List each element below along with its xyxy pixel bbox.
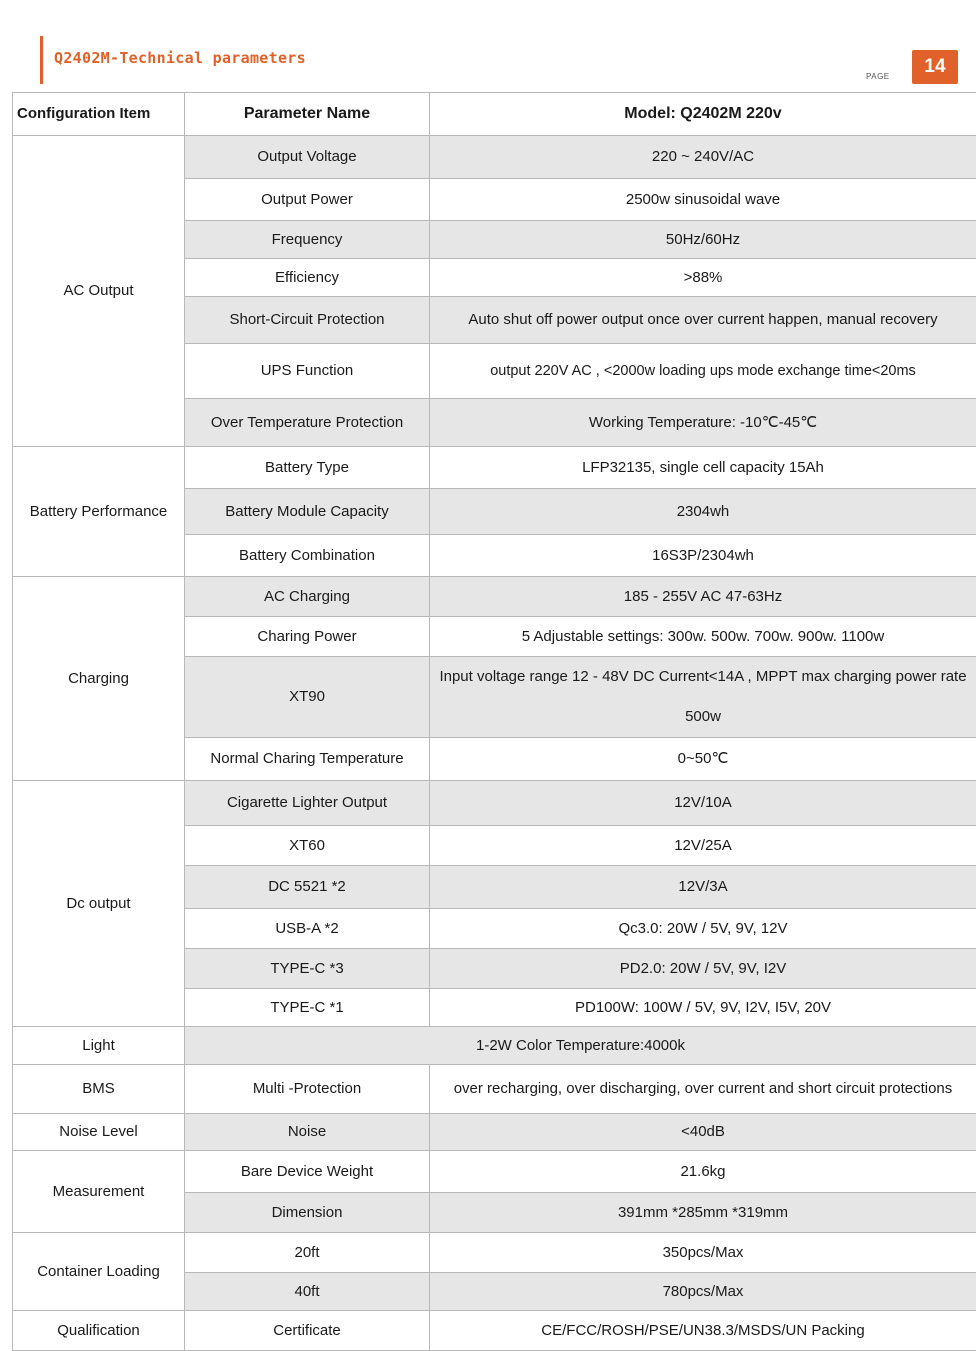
category-cell: Noise Level <box>13 1114 185 1151</box>
value-cell: PD100W: 100W / 5V, 9V, I2V, I5V, 20V <box>430 989 976 1027</box>
value-cell: 1-2W Color Temperature:4000k <box>185 1027 976 1065</box>
category-cell: BMS <box>13 1065 185 1114</box>
table-header-row <box>13 93 976 136</box>
value-cell: 0~50℃ <box>430 738 976 781</box>
title-accent-bar <box>40 36 43 84</box>
parameter-cell: XT60 <box>185 826 430 866</box>
parameter-cell: 40ft <box>185 1273 430 1311</box>
parameter-cell: UPS Function <box>185 344 430 399</box>
parameter-cell: DC 5521 *2 <box>185 866 430 909</box>
parameter-cell: Cigarette Lighter Output <box>185 781 430 826</box>
value-cell: 12V/3A <box>430 866 976 909</box>
parameter-cell: AC Charging <box>185 577 430 617</box>
parameter-cell: Charing Power <box>185 617 430 657</box>
value-cell: PD2.0: 20W / 5V, 9V, I2V <box>430 949 976 989</box>
parameter-cell: XT90 <box>185 657 430 738</box>
table-row <box>13 1027 976 1065</box>
value-cell: 2500w sinusoidal wave <box>430 179 976 221</box>
header-parameter-name: Parameter Name <box>185 93 430 136</box>
category-cell: Dc output <box>13 781 185 1027</box>
page-header <box>0 0 976 92</box>
value-cell: 12V/25A <box>430 826 976 866</box>
value-cell: 220 ~ 240V/AC <box>430 136 976 179</box>
category-cell: Qualification <box>13 1311 185 1351</box>
parameter-cell: Output Voltage <box>185 136 430 179</box>
parameter-cell: Certificate <box>185 1311 430 1351</box>
parameter-cell: Multi -Protection <box>185 1065 430 1114</box>
value-cell: >88% <box>430 259 976 297</box>
value-cell: 780pcs/Max <box>430 1273 976 1311</box>
value-cell: 50Hz/60Hz <box>430 221 976 259</box>
value-cell: Working Temperature: -10℃-45℃ <box>430 399 976 447</box>
parameter-cell: TYPE-C *1 <box>185 989 430 1027</box>
table-row <box>13 1151 976 1193</box>
parameter-cell: Noise <box>185 1114 430 1151</box>
value-cell: 391mm *285mm *319mm <box>430 1193 976 1233</box>
document-title: Q2402M-Technical parameters <box>54 49 306 67</box>
parameter-cell: Dimension <box>185 1193 430 1233</box>
value-cell: output 220V AC , <2000w loading ups mode exchange time<20ms <box>430 344 976 399</box>
parameter-cell: 20ft <box>185 1233 430 1273</box>
parameter-cell: TYPE-C *3 <box>185 949 430 989</box>
parameter-cell: Over Temperature Protection <box>185 399 430 447</box>
value-cell: Input voltage range 12 - 48V DC Current<14A , MPPT max charging power rate 500w <box>430 657 976 738</box>
parameter-cell: Battery Combination <box>185 535 430 577</box>
header-model: Model: Q2402M 220v <box>430 93 976 136</box>
value-cell: 21.6kg <box>430 1151 976 1193</box>
category-cell: Light <box>13 1027 185 1065</box>
table-row <box>13 136 976 179</box>
table-row <box>13 447 976 489</box>
value-cell: 2304wh <box>430 489 976 535</box>
page-label: PAGE <box>866 72 890 81</box>
table-row <box>13 1114 976 1151</box>
value-cell: 185 - 255V AC 47-63Hz <box>430 577 976 617</box>
parameter-cell: Output Power <box>185 179 430 221</box>
parameter-cell: Battery Module Capacity <box>185 489 430 535</box>
value-cell: Qc3.0: 20W / 5V, 9V, 12V <box>430 909 976 949</box>
category-cell: Measurement <box>13 1151 185 1233</box>
value-cell: 12V/10A <box>430 781 976 826</box>
parameter-cell: Normal Charing Temperature <box>185 738 430 781</box>
value-cell: 16S3P/2304wh <box>430 535 976 577</box>
table-row <box>13 1065 976 1114</box>
value-cell: 350pcs/Max <box>430 1233 976 1273</box>
parameter-cell: USB-A *2 <box>185 909 430 949</box>
value-cell: Auto shut off power output once over current happen, manual recovery <box>430 297 976 344</box>
value-cell: CE/FCC/ROSH/PSE/UN38.3/MSDS/UN Packing <box>430 1311 976 1351</box>
parameter-cell: Bare Device Weight <box>185 1151 430 1193</box>
value-cell: LFP32135, single cell capacity 15Ah <box>430 447 976 489</box>
parameter-cell: Frequency <box>185 221 430 259</box>
page-number-badge: 14 <box>912 50 958 84</box>
header-configuration-item: Configuration Item <box>13 93 185 136</box>
parameter-cell: Efficiency <box>185 259 430 297</box>
category-cell: Charging <box>13 577 185 781</box>
table-row <box>13 781 976 826</box>
category-cell: Battery Performance <box>13 447 185 577</box>
parameter-cell: Battery Type <box>185 447 430 489</box>
parameter-cell: Short-Circuit Protection <box>185 297 430 344</box>
category-cell: Container Loading <box>13 1233 185 1311</box>
table-row <box>13 1233 976 1273</box>
table-row <box>13 1311 976 1351</box>
technical-parameters-table <box>12 92 976 1351</box>
value-cell: <40dB <box>430 1114 976 1151</box>
table-row <box>13 577 976 617</box>
category-cell: AC Output <box>13 136 185 447</box>
value-cell: over recharging, over discharging, over current and short circuit protections <box>430 1065 976 1114</box>
value-cell: 5 Adjustable settings: 300w. 500w. 700w. 900w. 1100w <box>430 617 976 657</box>
